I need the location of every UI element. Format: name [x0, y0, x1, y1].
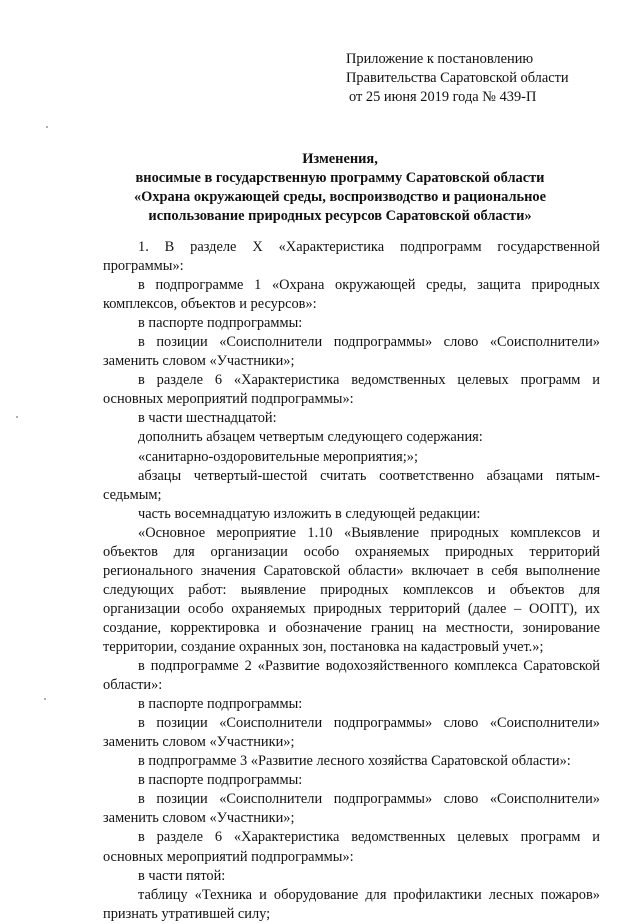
title-line-1: Изменения, [302, 151, 378, 167]
appendix-header [346, 50, 626, 107]
paragraph: в разделе 6 «Характеристика ведомственных целевых программ и основных мероприятий подпрограммы»: [103, 372, 600, 408]
paragraph: в позиции «Соисполнители подпрограммы» слово «Соисполнители» заменить словом «Участники»; [103, 791, 600, 827]
appendix-line-2: Правительства Саратовской области [346, 70, 569, 86]
paragraph: в паспорте подпрограммы: [138, 772, 303, 789]
document-title [90, 150, 590, 226]
paragraph: в паспорте подпрограммы: [138, 696, 303, 713]
paragraph: в паспорте подпрограммы: [138, 315, 303, 332]
paragraph: в подпрограмме 3 «Развитие лесного хозяйства Саратовской области»: [138, 753, 571, 770]
paragraph: «Основное мероприятие 1.10 «Выявление природных комплексов и объектов для организации особо охраняемых природных территорий регионального значения Саратовской области» включает в себя выполнение следующих работ: выявление природных комплексов и объектов для организации особо охраняемых природных территорий (далее – ООПТ), их создание, корректировка и обозначение границ на местности, зонирование территории, создание охранных зон, постановка на кадастровый учет.»; [103, 524, 600, 655]
paragraph: 1. В разделе X «Характеристика подпрограмм государственной программы»: [103, 239, 600, 275]
scan-speck [44, 698, 46, 700]
paragraph: в разделе 6 «Характеристика ведомственных целевых программ и основных мероприятий подпрограммы»: [103, 829, 600, 865]
title-line-2: вносимые в государственную программу Саратовской области [135, 170, 545, 186]
scan-speck [16, 416, 18, 418]
paragraph: в подпрограмме 1 «Охрана окружающей среды, защита природных комплексов, объектов и ресурсов»: [103, 277, 600, 313]
paragraph: в позиции «Соисполнители подпрограммы» слово «Соисполнители» заменить словом «Участники»; [103, 334, 600, 370]
title-line-3: «Охрана окружающей среды, воспроизводство и рациональное [133, 189, 547, 205]
paragraph: в части шестнадцатой: [138, 410, 277, 427]
paragraph: часть восемнадцатую изложить в следующей редакции: [138, 505, 481, 522]
paragraph: в позиции «Соисполнители подпрограммы» слово «Соисполнители» заменить словом «Участники»; [103, 715, 600, 751]
document-body [103, 238, 600, 924]
appendix-line-3: от 25 июня 2019 года № 439-П [349, 89, 537, 105]
title-line-4: использование природных ресурсов Саратовской области» [148, 208, 532, 224]
paragraph: «санитарно-оздоровительные мероприятия;»; [138, 448, 418, 465]
paragraph: таблицу «Техника и оборудование для профилактики лесных пожаров» признать утратившей силу; [103, 886, 600, 922]
paragraph: в части пятой: [138, 867, 226, 884]
paragraph: абзацы четвертый-шестой считать соответственно абзацами пятым-седьмым; [103, 467, 600, 503]
paragraph: в подпрограмме 2 «Развитие водохозяйственного комплекса Саратовской области»: [103, 658, 600, 694]
paragraph: дополнить абзацем четвертым следующего содержания: [138, 429, 483, 446]
scan-speck [46, 126, 48, 128]
appendix-line-1: Приложение к постановлению [346, 51, 534, 67]
